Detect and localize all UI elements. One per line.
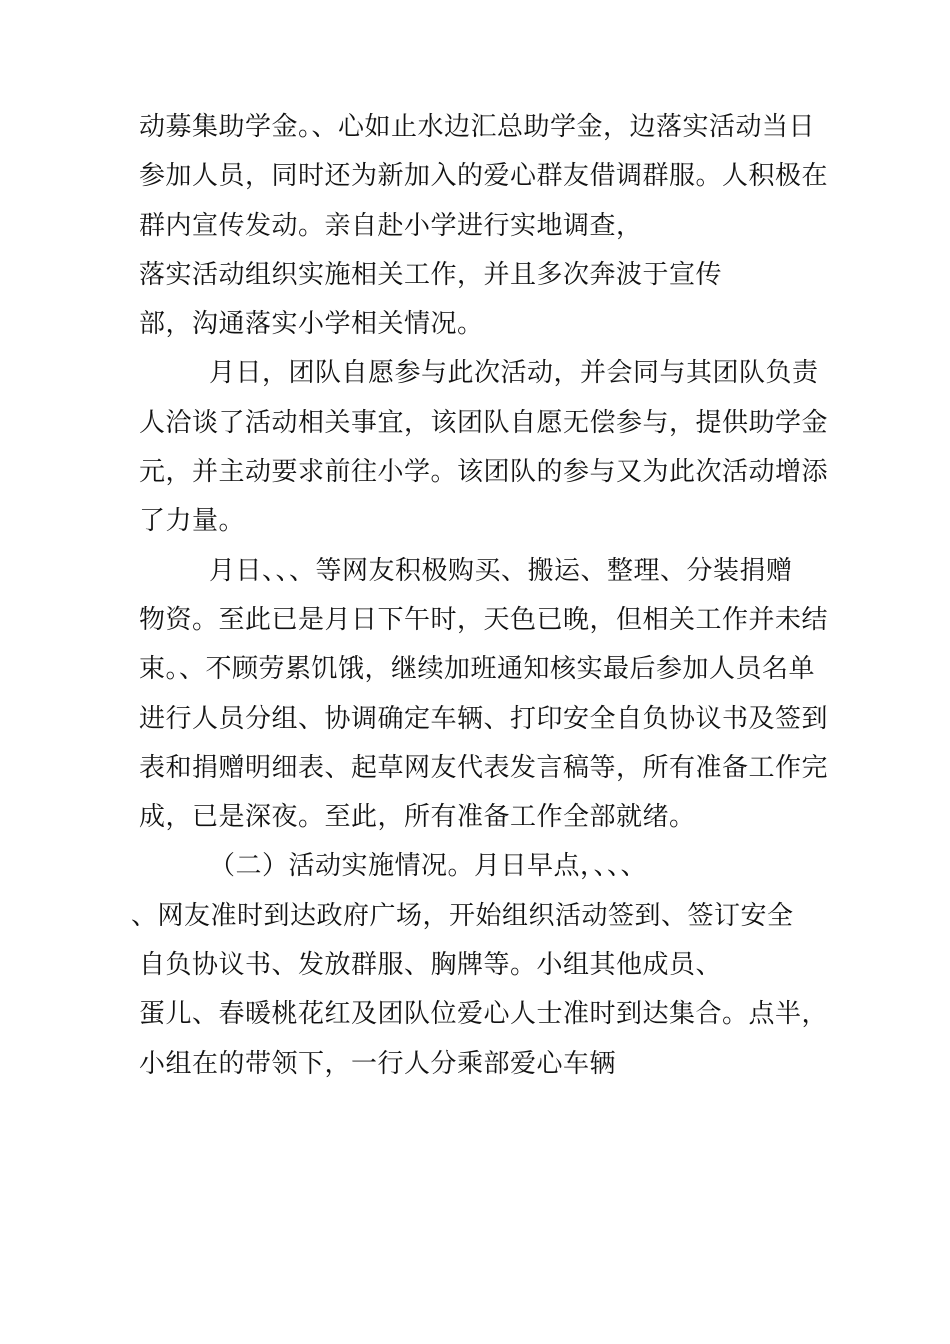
text-line: 元，并主动要求前往小学。该团队的参与又为此次活动增添: [139, 457, 829, 488]
text-line: 群内宣传发动。亲自赴小学进行实地调查，: [139, 210, 643, 241]
paragraph-start-line: 月日、、、等网友积极购买、搬运、整理、分装捐赠: [209, 555, 793, 586]
text-line: 了力量。: [139, 506, 246, 537]
text-line: 进行人员分组、协调确定车辆、打印安全自负协议书及签到: [139, 703, 829, 734]
body-text: [131, 103, 839, 1089]
text-line: 蛋儿、春暖桃花红及团队位爱心人士准时到达集合。点半，: [139, 999, 829, 1030]
paragraph-start-line: 月日，团队自愿参与此次活动，并会同与其团队负责: [209, 358, 819, 389]
text-line: 表和捐赠明细表、起草网友代表发言稿等，所有准备工作完: [139, 752, 829, 783]
section-heading-line: （二）活动实施情况。月日早点，、、、: [209, 851, 648, 882]
text-line: 人洽谈了活动相关事宜，该团队自愿无偿参与，提供助学金: [139, 407, 829, 438]
text-line: 动募集助学金。、心如止水边汇总助学金，边落实活动当日: [139, 112, 816, 142]
text-line: 成，已是深夜。至此，所有准备工作全部就绪。: [139, 802, 696, 833]
text-line: 、网友准时到达政府广场，开始组织活动签到、签订安全: [131, 900, 794, 931]
text-line: 束。、不顾劳累饥饿，继续加班通知核实最后参加人员名单: [139, 654, 816, 685]
text-line: 自负协议书、发放群服、胸牌等。小组其他成员、: [139, 950, 723, 981]
text-line: 部，沟通落实小学相关情况。: [139, 309, 484, 340]
text-line: 参加人员，同时还为新加入的爱心群友借调群服。人积极在: [139, 161, 829, 192]
text-line: 落实活动组织实施相关工作，并且多次奔波于宣传: [139, 259, 723, 290]
text-line: 物资。至此已是月日下午时，天色已晚，但相关工作并未结: [139, 604, 829, 635]
text-line: 小组在的带领下，一行人分乘部爱心车辆: [139, 1048, 617, 1079]
